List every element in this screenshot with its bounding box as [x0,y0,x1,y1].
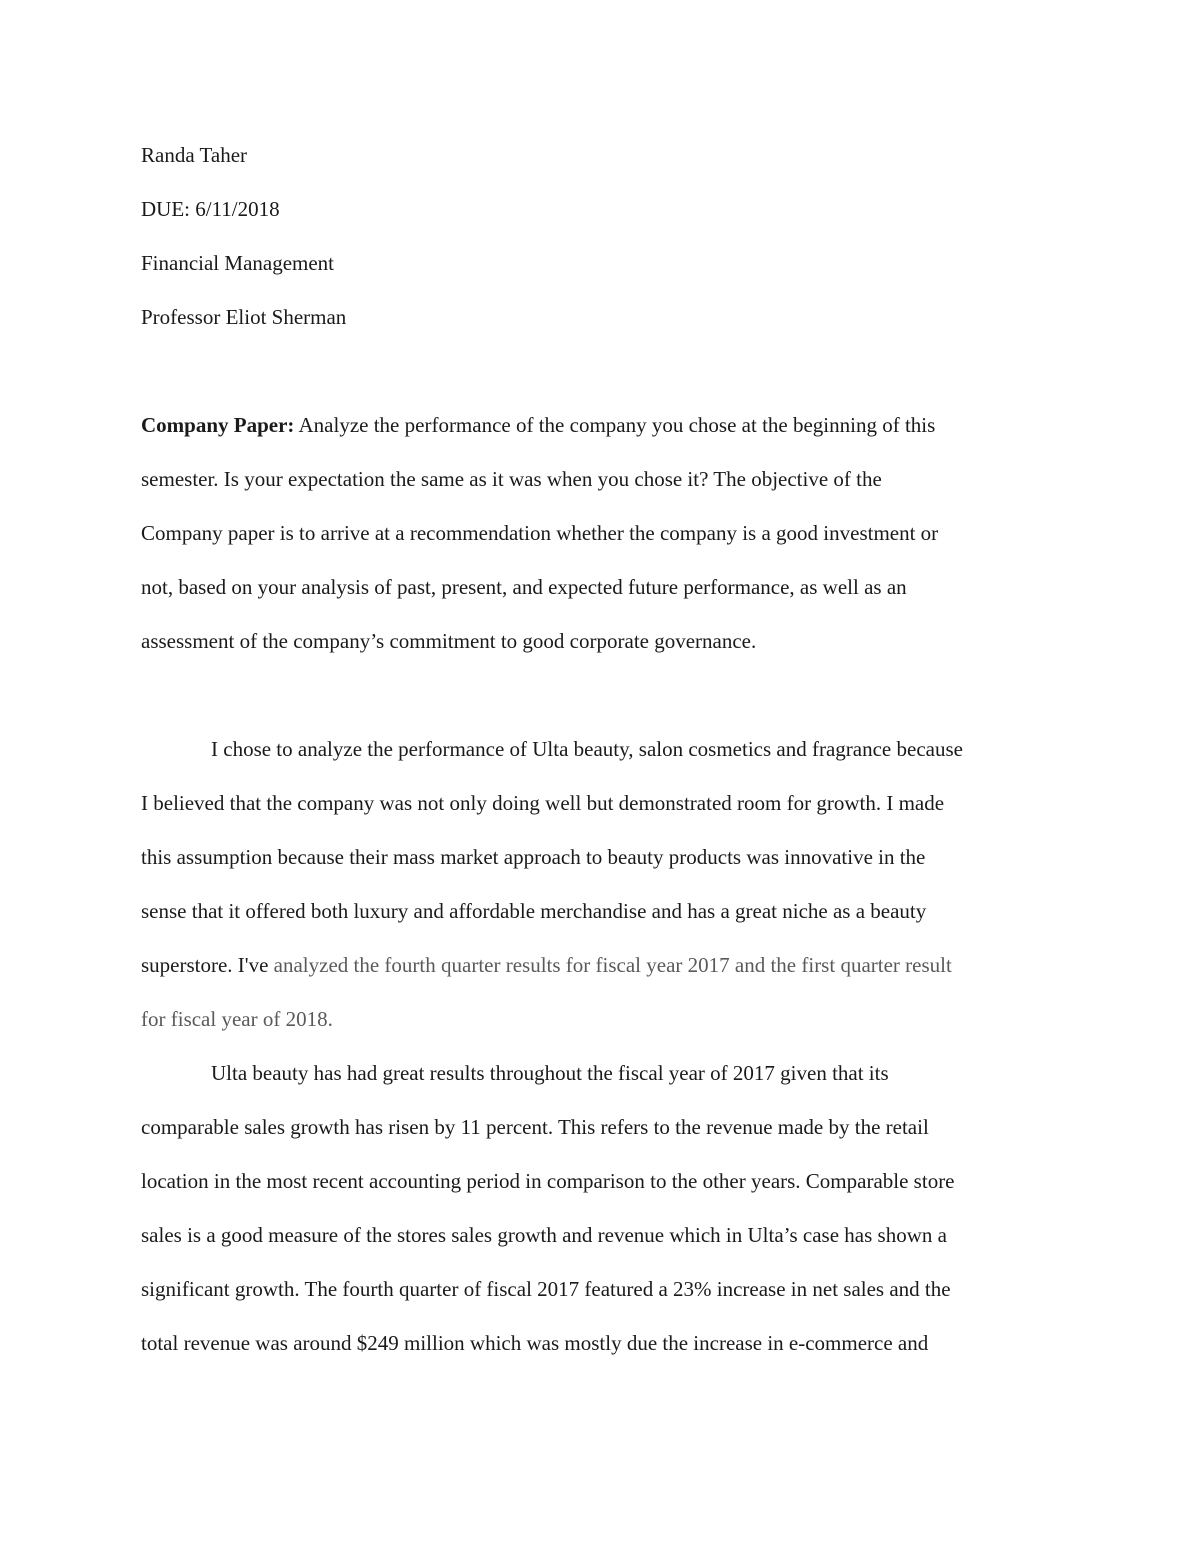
prompt-line: not, based on your analysis of past, present, and expected future performance, as well as an [141,575,907,599]
paragraph-line: this assumption because their mass market approach to beauty products was innovative in the [141,845,926,869]
course-name: Financial Management [141,251,335,275]
paragraph-line: I believed that the company was not only doing well but demonstrated room for growth. I made [141,791,945,815]
prompt-line [141,398,1061,452]
paragraph-line: location in the most recent accounting period in comparison to the other years. Comparable store [141,1169,955,1193]
paragraph-text-muted: analyzed the fourth quarter results for fiscal year 2017 and the first quarter result [268,953,952,977]
paragraph-line: comparable sales growth has risen by 11 percent. This refers to the revenue made by the retail [141,1115,929,1139]
paragraph-line: sales is a good measure of the stores sales growth and revenue which in Ulta’s case has shown a [141,1223,947,1247]
paragraph-line: sense that it offered both luxury and affordable merchandise and has a great niche as a beauty [141,899,927,923]
header-block [141,128,1061,344]
paragraph-line: significant growth. The fourth quarter of fiscal 2017 featured a 23% increase in net sales and the [141,1277,951,1301]
prompt-label: Company Paper: [141,413,295,437]
page-content [141,128,1061,1370]
prompt-line: semester. Is your expectation the same as it was when you chose it? The objective of the [141,467,882,491]
author-name: Randa Taher [141,143,248,167]
paragraph-line: Ulta beauty has had great results throughout the fiscal year of 2017 given that its [211,1061,889,1085]
spacer [141,344,1061,398]
paragraph-line: for fiscal year of 2018. [141,1007,333,1031]
prompt-line: Company paper is to arrive at a recommendation whether the company is a good investment or [141,521,939,545]
prompt-line: assessment of the company’s commitment to good corporate governance. [141,629,757,653]
due-date: DUE: 6/11/2018 [141,197,280,221]
spacer [141,668,1061,722]
paragraph-2 [141,1046,1061,1370]
paragraph-text: superstore. I've [141,953,269,977]
prompt-block [141,398,1061,668]
professor-name: Professor Eliot Sherman [141,305,347,329]
paragraph-line: total revenue was around $249 million which was mostly due the increase in e-commerce and [141,1331,929,1355]
paragraph-line [141,938,1061,992]
paragraph-line: I chose to analyze the performance of Ulta beauty, salon cosmetics and fragrance because [211,737,963,761]
prompt-text: Analyze the performance of the company you chose at the beginning of this [294,413,936,437]
paragraph-1 [141,722,1061,1046]
